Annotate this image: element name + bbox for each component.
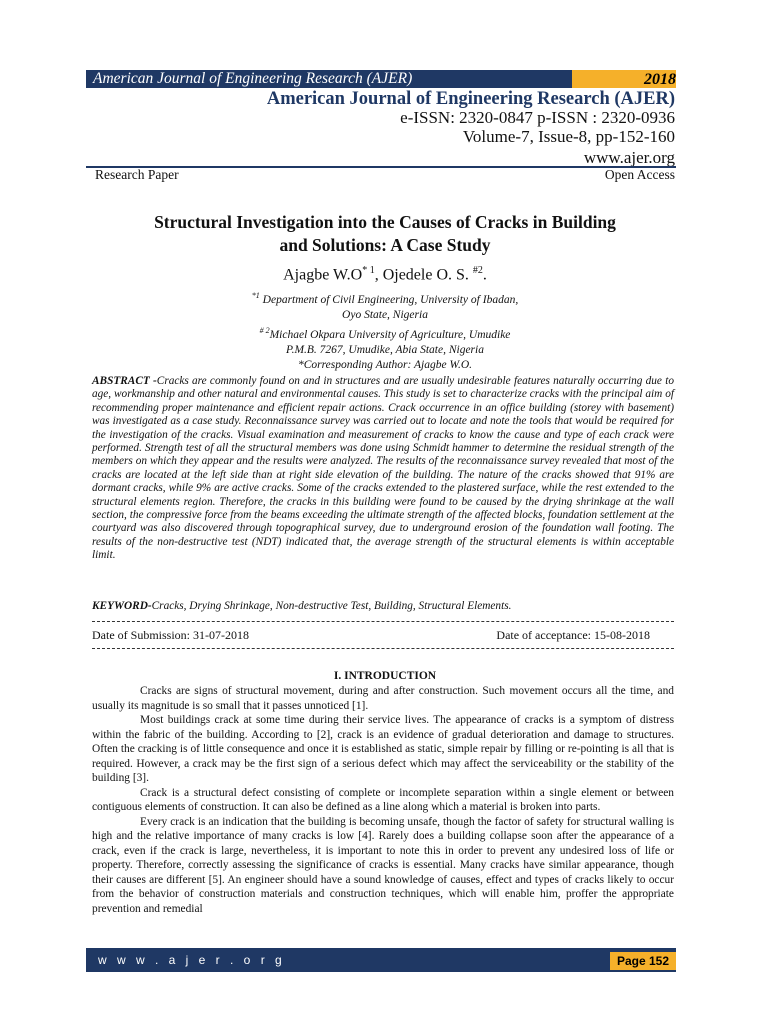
paper-title — [86, 211, 684, 257]
paper-type: Research Paper — [95, 167, 179, 182]
affiliation-1-line-1: Department of Civil Engineering, University of Ibadan, — [259, 293, 519, 306]
submission-date: Date of Submission: 31-07-2018 — [92, 628, 249, 642]
author-1-mark: * 1 — [362, 265, 375, 276]
paper-title-line-1: Structural Investigation into the Causes of Cracks in Building — [154, 212, 616, 232]
keyword-list: Cracks, Drying Shrinkage, Non-destructive Test, Building, Structural Elements. — [151, 600, 512, 612]
author-2-mark: #2 — [472, 265, 483, 276]
header-year: 2018 — [644, 71, 676, 88]
header-band-journal: American Journal of Engineering Research (AJER) — [93, 70, 413, 87]
paragraph: Cracks are signs of structural movement, during and after construction. Such movement occurs all the time, and usually its magnitude is so small that it passes unnoticed [1]. — [92, 685, 674, 712]
abstract — [92, 375, 674, 563]
affiliation-2-line-2: P.M.B. 7267, Umudike, Abia State, Nigeria — [286, 343, 484, 356]
page-number: Page 152 — [616, 954, 670, 968]
author-1: Ajagbe W.O — [283, 266, 363, 284]
affiliation-1-line-2: Oyo State, Nigeria — [342, 308, 428, 321]
abstract-label: ABSTRACT - — [92, 375, 157, 387]
affiliation-2-mark: # 2 — [259, 325, 270, 335]
affiliation-1-mark: *1 — [251, 291, 260, 300]
paragraph: Crack is a structural defect consisting of complete or incomplete separation within a single element or between contiguous elements of construction. It can also be defined as a line along which a material is broken into parts. — [92, 786, 674, 813]
affiliation-1 — [86, 288, 684, 308]
paragraph: Every crack is an indication that the building is becoming unsafe, though the factor of safety for structural walling is high and the relative importance of many cracks is low [4]. Rarely does a building collapse soon after the appearance of a crack, even if the crack is large, nevertheless, it is important to note this in order to prevent any undesired loss of life or property. Therefore, correctly assessing the significance of cracks is essential. Many cracks have similar appearance, though their causes are different [5]. An engineer should have a sound knowledge of causes, effect and types of cracks likely to occur from the behavior of construction materials and construction techniques, which will enable him, proffer the appropriate prevention and remedial — [92, 815, 674, 915]
journal-title: American Journal of Engineering Research (AJER) — [266, 89, 675, 109]
keyword-label: KEYWORD- — [92, 600, 152, 612]
abstract-text: Cracks are commonly found on and in structures and are usually undesirable features naturally occurring due to age, workmanship and other natural and environmental causes. This study is set to characterize cracks with the principal aim of recommending proper maintenance and efficient repair actions. Crack occurrence in an office building (storey with basement) was investigated as a case study. Reconnaissance survey was carried out to locate and note the tools that would be required for the investigation of the cracks. Visual examination and measurement of cracks to know the cause and type of each crack were performed. Strength test of all the structural members was done using Schmidt hammer to determine the residual strength of the members on which they appear and the results were analyzed. The results of the reconnaissance survey revealed that most of the cracks are located at the left side than at right side elevation of the building. The nature of the cracks showed that 91% are dormant cracks, while 9% are active cracks. Some of the cracks extended to the plastered surface, while the rest extended to the structural elements region. Therefore, the cracks in this building were found to be caused by the drying shrinkage at the wall section, the compressive force from the beams exceeding the ultimate strength of the affected blocks, foundation settlement at the courtyard was also discovered through topographical survey, due to underground erosion of the foundation wall footing. The results of the non-destructive test (NDT) indicated that, the average strength of the structural elements is within acceptable limit. — [92, 375, 674, 562]
paper-title-line-2: and Solutions: A Case Study — [279, 235, 491, 255]
affiliations — [86, 288, 684, 373]
introduction-body — [92, 684, 674, 916]
affiliation-2-line-1: Michael Okpara University of Agriculture, Umudike — [269, 328, 511, 341]
divider-dashed-bottom — [92, 648, 674, 649]
corresponding-author: *Corresponding Author: Ajagbe W.O. — [297, 358, 473, 371]
journal-website[interactable]: www.ajer.org — [583, 148, 675, 167]
author-separator: , — [374, 266, 383, 284]
footer-url[interactable]: w w w . a j e r . o r g — [98, 953, 286, 967]
divider-dashed-top — [92, 621, 674, 622]
paragraph: Most buildings crack at some time during their service lives. The appearance of cracks is a symptom of distress within the fabric of the building. According to [2], crack is an evidence of gradual deterioration and damage to structures. Often the cracking is of little consequence and once it is established as static, simple repair by filling or re-pointing is all that is required. However, a crack may be the first sign of a serious defect which may affect the serviceability or the stability of the building [3]. — [92, 714, 674, 784]
authors — [86, 265, 684, 284]
author-2: Ojedele O. S. — [382, 266, 469, 284]
issn: e-ISSN: 2320-0847 p-ISSN : 2320-0936 — [400, 108, 675, 127]
volume-info: Volume-7, Issue-8, pp-152-160 — [462, 127, 675, 146]
keywords — [92, 600, 674, 612]
section-heading-introduction: I. INTRODUCTION — [333, 670, 437, 682]
acceptance-date: Date of acceptance: 15-08-2018 — [496, 628, 650, 642]
affiliation-2 — [86, 323, 684, 343]
open-access-label: Open Access — [604, 167, 675, 182]
author-end: . — [482, 266, 487, 284]
